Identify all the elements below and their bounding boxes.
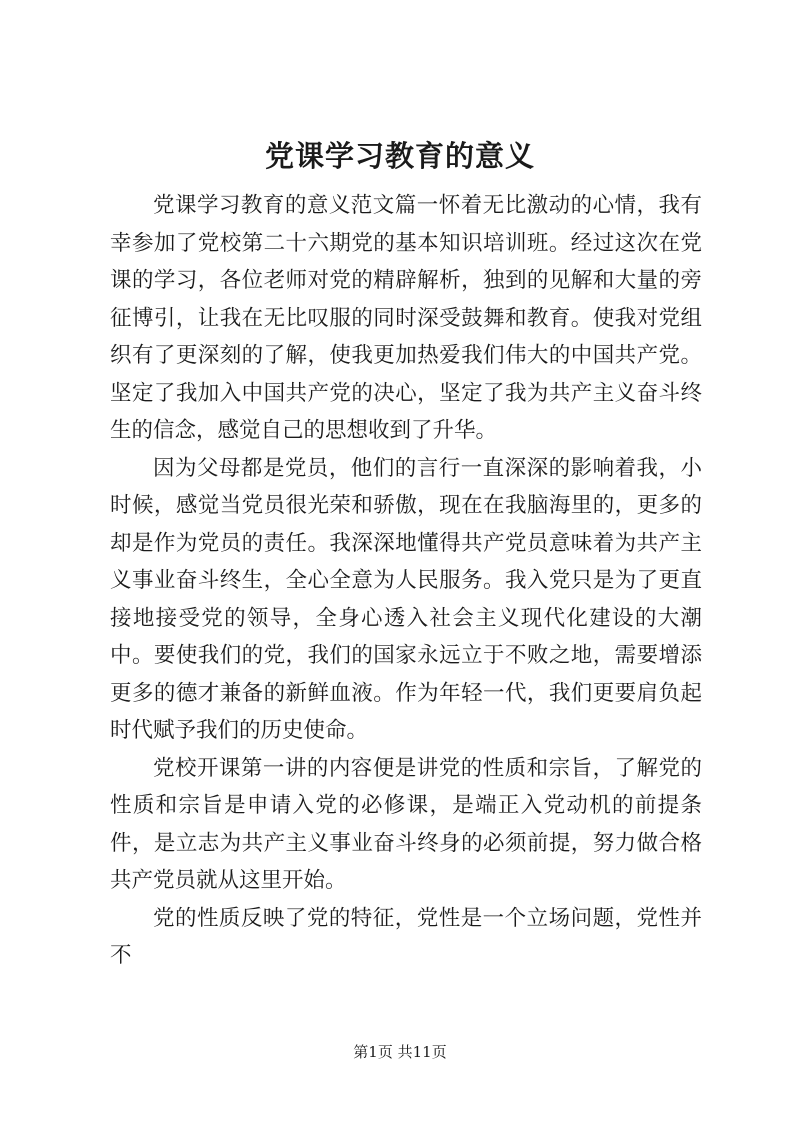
document-title: 党课学习教育的意义 (264, 139, 535, 173)
paragraph-2: 因为父母都是党员，他们的言行一直深深的影响着我，小时候，感觉当党员很光荣和骄傲，现在在我脑海里的，更多的却是作为党员的责任。我深深地懂得共产党员意味着为共产主义事业奋斗终生，全心全意为人民服务。我入党只是为了更直接地接受党的领导，全身心透入社会主义现代化建设的大潮中。要使我们的党，我们的国家永远立于不败之地，需要增添更多的德才兼备的新鲜血液。作为年轻一代，我们更要肩负起时代赋予我们的历史使命。 (110, 455, 702, 743)
document-body (110, 187, 702, 975)
page-footer: 第1页 共11页 (353, 1043, 447, 1061)
paragraph-4: 党的性质反映了党的特征，党性是一个立场问题，党性并不 (110, 905, 702, 968)
paragraph-1: 党课学习教育的意义范文篇一怀着无比激动的心情，我有幸参加了党校第二十六期党的基本知识培训班。经过这次在党课的学习，各位老师对党的精辟解析，独到的见解和大量的旁征博引，让我在无比叹服的同时深受鼓舞和教育。使我对党组织有了更深刻的了解，使我更加热爱我们伟大的中国共产党。坚定了我加入中国共产党的决心，坚定了我为共产主义奋斗终生的信念，感觉自己的思想收到了升华。 (110, 193, 702, 443)
paragraph-3: 党校开课第一讲的内容便是讲党的性质和宗旨，了解党的性质和宗旨是申请入党的必修课，是端正入党动机的前提条件，是立志为共产主义事业奋斗终身的必须前提，努力做合格共产党员就从这里开始。 (110, 755, 702, 893)
